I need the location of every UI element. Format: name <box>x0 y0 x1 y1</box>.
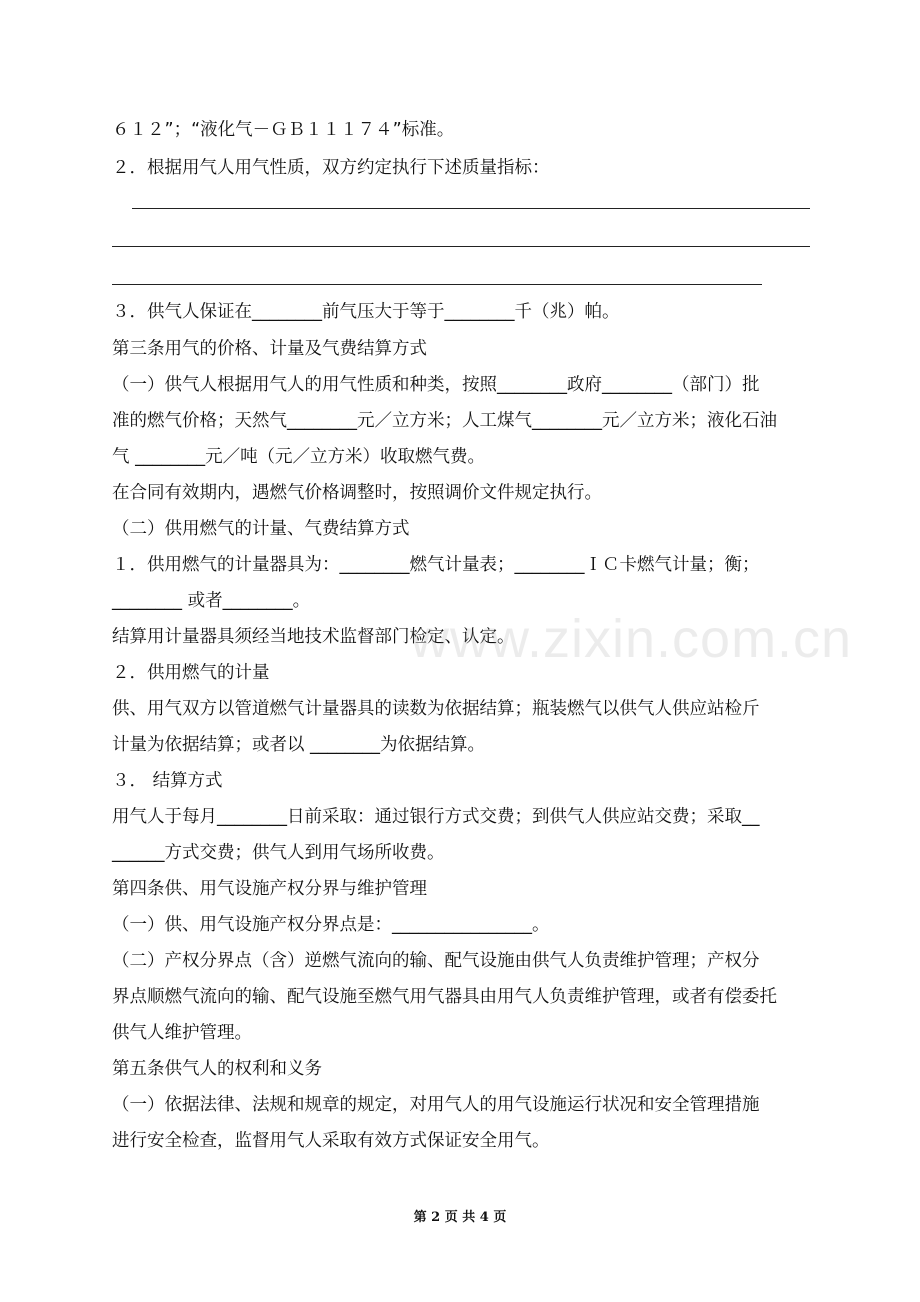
section-heading: 第四条供、用气设施产权分界与维护管理 <box>112 879 427 899</box>
text-line: （一）依据法律、法规和规章的规定，对用气人的用气设施运行状况和安全管理措施 <box>112 1095 760 1115</box>
text-line: ______方式交费；供气人到用气场所收费。 <box>112 843 445 863</box>
text-line: 用气人于每月________日前采取：通过银行方式交费；到供气人供应站交费；采取__ <box>112 807 760 827</box>
text-line: （二）供用燃气的计量、气费结算方式 <box>112 519 410 539</box>
text-line: 在合同有效期内，遇燃气价格调整时，按照调价文件规定执行。 <box>112 483 602 503</box>
text-line: 进行安全检查，监督用气人采取有效方式保证安全用气。 <box>112 1131 550 1151</box>
text-line: ________ 或者________。 <box>112 591 311 611</box>
watermark: www.zixin.com.cn <box>410 609 853 669</box>
section-heading: 第五条供气人的权利和义务 <box>112 1059 322 1079</box>
text-line: 供、用气双方以管道燃气计量器具的读数为依据结算；瓶装燃气以供气人供应站检斤 <box>112 699 760 719</box>
text-line: （一）供气人根据用气人的用气性质和种类，按照________政府________（部门）批 <box>112 375 760 395</box>
fill-in-blank-line <box>112 246 810 247</box>
text-line: ３． 结算方式 <box>112 771 223 791</box>
text-line: 气 ________元／吨（元／立方米）收取燃气费。 <box>112 447 486 467</box>
fill-in-blank-line <box>112 284 762 285</box>
section-heading: 第三条用气的价格、计量及气费结算方式 <box>112 339 427 359</box>
text-line: 界点顺燃气流向的输、配气设施至燃气用气器具由用气人负责维护管理，或者有偿委托 <box>112 987 777 1007</box>
fill-in-blank-line <box>132 208 810 209</box>
text-line: 供气人维护管理。 <box>112 1023 252 1043</box>
text-line: 计量为依据结算；或者以 ________为依据结算。 <box>112 735 486 755</box>
text-line: ２．根据用气人用气性质，双方约定执行下述质量指标： <box>112 158 550 178</box>
text-line: （二）产权分界点（含）逆燃气流向的输、配气设施由供气人负责维护管理；产权分 <box>112 951 760 971</box>
text-line: 结算用计量器具须经当地技术监督部门检定、认定。 <box>112 627 515 647</box>
text-line: ３．供气人保证在________前气压大于等于________千（兆）帕。 <box>112 302 620 322</box>
text-line: （一）供、用气设施产权分界点是：________________。 <box>112 915 550 935</box>
text-line: ６１２”；“液化气－ＧＢ１１１７４”标准。 <box>112 120 455 140</box>
text-line: ２．供用燃气的计量 <box>112 663 270 683</box>
text-line: １．供用燃气的计量器具为：________燃气计量表；________ＩＣ卡燃气计量；衡； <box>112 555 760 575</box>
text-line: 准的燃气价格；天然气________元／立方米；人工煤气________元／立方米；液化石油 <box>112 411 777 431</box>
page-footer: 第 2 页 共 4 页 <box>413 1210 507 1225</box>
